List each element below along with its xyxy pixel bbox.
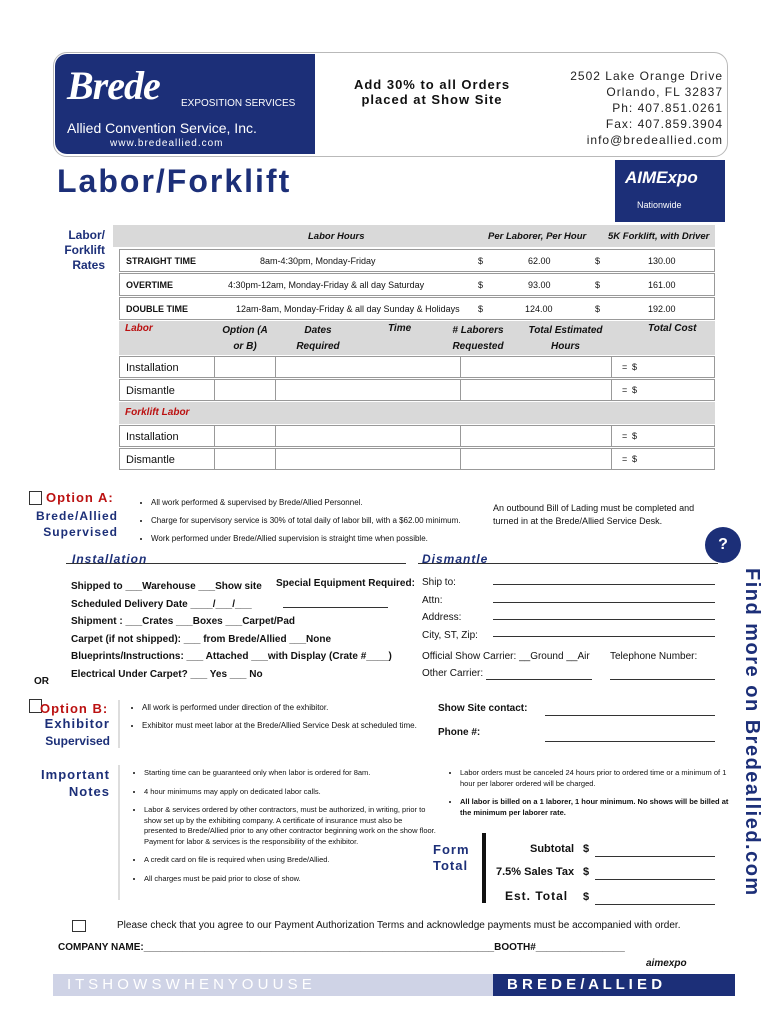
attn-label: Attn: xyxy=(422,594,443,606)
col-per-laborer: Per Laborer, Per Hour xyxy=(488,231,587,242)
dollar-sign: $ xyxy=(632,431,638,441)
banner-left xyxy=(53,974,493,996)
subtotal-input[interactable] xyxy=(595,856,715,857)
col-labor-hours: Labor Hours xyxy=(308,231,365,242)
important-right-list xyxy=(446,768,732,818)
brede-logo xyxy=(55,54,315,154)
agree-text: Please check that you agree to our Payment Authorization Terms and acknowledge payments must be accompanied with order. xyxy=(117,920,681,931)
list-item: • Charge for supervisory service is 30% of total daily of labor bill, with a $62.00 minimum. xyxy=(151,512,501,530)
col-forklift: 5K Forklift, with Driver xyxy=(608,231,710,242)
show-contact-input[interactable] xyxy=(545,715,715,716)
help-icon[interactable]: ? xyxy=(705,527,741,563)
col-laborers: # Laborers Requested xyxy=(452,325,504,352)
sales-tax-input[interactable] xyxy=(595,879,715,880)
row-forklift-rate: 192.00 xyxy=(648,304,676,314)
city-label: City, ST, Zip: xyxy=(422,629,478,641)
row-labor-rate: 62.00 xyxy=(528,256,551,266)
list-item: • Labor orders must be canceled 24 hours prior to ordered time or a minimum of 1 hour per laborer ordered will be charged. xyxy=(460,768,732,789)
equals: = xyxy=(622,362,628,372)
logo-brand: Brede xyxy=(67,63,160,108)
equals: = xyxy=(622,431,628,441)
list-item: • Labor & services ordered by other contractors, must be authorized, in writing, prior to show set up by the exhibiting company. A certificate of insurance must also be presented to Brede/Allied prior to any other contractor beginning work on the show floor. Payment for labor & services is the responsibility of the exhibitor. xyxy=(144,805,436,847)
row-hours: 12am-8am, Monday-Friday & all day Sunday & Holidays xyxy=(236,304,460,314)
col-labor: Labor xyxy=(125,323,153,334)
labor-row-dismantle[interactable] xyxy=(119,379,715,401)
special-equipment-label: Special Equipment Required: xyxy=(276,578,415,589)
subtotal-label: Subtotal xyxy=(530,843,574,855)
dollar-sign: $ xyxy=(583,866,590,878)
col-total-hours: Total Estimated Hours xyxy=(528,325,603,352)
forklift-row-dismantle[interactable] xyxy=(119,448,715,470)
dollar-sign: $ xyxy=(595,304,601,314)
address-input[interactable] xyxy=(493,619,715,620)
city-input[interactable] xyxy=(493,636,715,637)
option-b-label: Option B: xyxy=(40,701,109,716)
dollar-sign: $ xyxy=(632,362,638,372)
aim-sponsor: Nationwide xyxy=(637,200,682,210)
est-total-label: Est. Total xyxy=(505,889,569,903)
side-website xyxy=(735,568,765,953)
show-contact-label: Show Site contact: xyxy=(438,703,528,714)
dollar-sign: $ xyxy=(583,843,590,855)
address-line: Orlando, FL 32837 xyxy=(606,85,723,99)
forklift-header xyxy=(119,402,715,424)
delivery-date-field[interactable]: Scheduled Delivery Date ____/___/___ xyxy=(71,598,252,610)
dismantle-heading: Dismantle xyxy=(422,552,489,566)
est-total-input[interactable] xyxy=(595,904,715,905)
banner-left-text: I T S H O W S W H E N Y O U U S E xyxy=(67,976,312,993)
installation-fields[interactable] xyxy=(71,578,392,683)
table-row xyxy=(119,273,715,296)
row-label: Installation xyxy=(126,362,179,374)
list-item: • Exhibitor must meet labor at the Brede/Allied Service Desk at scheduled time. xyxy=(142,720,432,732)
equals: = xyxy=(622,385,628,395)
list-item: • All labor is billed on a 1 laborer, 1 hour minimum. No shows will be billed at the minimum per laborer rate. xyxy=(460,797,732,818)
address-label: Address: xyxy=(422,612,462,623)
dollar-sign: $ xyxy=(478,304,484,314)
col-time: Time xyxy=(388,323,412,334)
show-site-notice: Add 30% to all Orders placed at Show Site xyxy=(353,77,511,107)
important-left-list xyxy=(130,768,436,884)
side-website-text: Find more on Bredeallied.com xyxy=(741,568,763,897)
footer-banner xyxy=(53,974,735,996)
labor-row-installation[interactable] xyxy=(119,356,715,378)
option-a-checkbox[interactable] xyxy=(29,491,42,505)
col-total-cost: Total Cost xyxy=(648,323,697,334)
attn-input[interactable] xyxy=(493,602,715,603)
row-hours: 4:30pm-12am, Monday-Friday & all day Saturday xyxy=(228,280,425,290)
footer-tag: aimexpo xyxy=(646,958,687,969)
list-item: • Work performed under Brede/Allied supervision is straight time when possible. xyxy=(151,530,501,548)
dollar-sign: $ xyxy=(632,454,638,464)
row-label: Installation xyxy=(126,431,179,443)
phone-number-label: Phone #: xyxy=(438,727,481,738)
phone-number-input[interactable] xyxy=(545,741,715,742)
address-line[interactable]: info@bredeallied.com xyxy=(586,133,723,147)
blueprints-field[interactable]: Blueprints/Instructions: ___ Attached ___with Display (Crate #____) xyxy=(71,651,392,662)
installation-heading: Installation xyxy=(72,552,148,566)
dollar-sign: $ xyxy=(478,280,484,290)
option-b-sub1: Exhibitor xyxy=(44,716,110,731)
dollar-sign: $ xyxy=(583,891,590,903)
shipment-field[interactable]: Shipment : ___Crates ___Boxes ___Carpet/Pad xyxy=(71,616,295,627)
list-item: • All work performed & supervised by Brede/Allied Personnel. xyxy=(151,494,501,512)
phone-input[interactable] xyxy=(610,679,715,680)
rates-label: Labor/ Forklift Rates xyxy=(64,228,105,272)
ship-to-label: Ship to: xyxy=(422,577,456,588)
list-item: • 4 hour minimums may apply on dedicated labor calls. xyxy=(144,787,436,798)
logo-expo: EXPOSITION SERVICES xyxy=(181,98,296,109)
list-item: • A credit card on file is required when using Brede/Allied. xyxy=(144,855,436,866)
row-name: DOUBLE TIME xyxy=(126,304,188,314)
sales-tax-label: 7.5% Sales Tax xyxy=(496,866,575,878)
page-title: Labor/Forklift xyxy=(57,163,292,199)
forklift-row-installation[interactable] xyxy=(119,425,715,447)
banner-right-text: B R E D E / A L L I E D xyxy=(507,976,663,993)
equals: = xyxy=(622,454,628,464)
option-a-label: Option A: xyxy=(46,490,114,505)
list-item: • All charges must be paid prior to close of show. xyxy=(144,874,436,885)
list-item: • All work is performed under direction of the exhibitor. xyxy=(142,702,432,714)
ship-to-input[interactable] xyxy=(493,584,715,585)
or-label: OR xyxy=(34,676,49,687)
other-carrier-label: Other Carrier: xyxy=(422,668,484,679)
bill-of-lading-note: An outbound Bill of Lading must be completed and turned in at the Brede/Allied Service Desk. xyxy=(493,503,695,526)
rates-table xyxy=(113,225,715,473)
list-item: • Starting time can be guaranteed only when labor is ordered for 8am. xyxy=(144,768,436,779)
logo-allied: Allied Convention Service, Inc. xyxy=(67,120,257,136)
banner-right xyxy=(493,974,735,996)
electrical-field[interactable]: Electrical Under Carpet? ___ Yes ___ No xyxy=(71,668,263,680)
address-line: 2502 Lake Orange Drive xyxy=(570,69,723,83)
special-equipment-line[interactable] xyxy=(283,607,388,608)
carpet-field[interactable]: Carpet (if not shipped): ___ from Brede/Allied ___None xyxy=(71,633,332,645)
shipped-to-field[interactable]: Shipped to ___Warehouse ___Show site xyxy=(71,581,262,592)
dismantle-fields xyxy=(422,574,478,644)
option-b-sub2: Supervised xyxy=(45,734,110,748)
forklift-label: Forklift Labor xyxy=(125,407,190,418)
row-forklift-rate: 130.00 xyxy=(648,256,676,266)
row-labor-rate: 124.00 xyxy=(525,304,553,314)
other-carrier-input[interactable] xyxy=(486,679,592,680)
address-line: Fax: 407.859.3904 xyxy=(605,117,723,131)
aim-name: AIMExpo xyxy=(625,168,698,187)
row-label: Dismantle xyxy=(126,385,175,397)
dollar-sign: $ xyxy=(632,385,638,395)
dollar-sign: $ xyxy=(478,256,484,266)
option-b-list xyxy=(128,702,432,732)
row-label: Dismantle xyxy=(126,454,175,466)
dollar-sign: $ xyxy=(595,280,601,290)
agree-checkbox[interactable] xyxy=(72,920,86,932)
option-a-list xyxy=(137,494,501,548)
labor-header xyxy=(119,321,715,355)
form-total-label: Form Total xyxy=(433,842,470,873)
carrier-field[interactable]: Official Show Carrier: __Ground __Air xyxy=(422,651,590,662)
option-a-sub: Brede/Allied Supervised xyxy=(35,509,118,539)
row-labor-rate: 93.00 xyxy=(528,280,551,290)
table-row xyxy=(119,297,715,320)
row-hours: 8am-4:30pm, Monday-Friday xyxy=(260,256,376,266)
row-forklift-rate: 161.00 xyxy=(648,280,676,290)
row-name: STRAIGHT TIME xyxy=(126,256,196,266)
aimexpo-logo xyxy=(615,160,725,222)
phone-label: Telephone Number: xyxy=(610,651,698,662)
logo-web: www.bredeallied.com xyxy=(110,138,224,149)
dollar-sign: $ xyxy=(595,256,601,266)
important-notes-label: Important Notes xyxy=(41,767,110,799)
col-dates: Dates Required xyxy=(296,325,340,352)
address-block xyxy=(553,68,723,148)
col-option: Option (A or B) xyxy=(222,325,268,352)
address-line: Ph: 407.851.0261 xyxy=(612,101,723,115)
company-booth-field[interactable]: COMPANY NAME:_______________________________________________________________BOOTH#________________ xyxy=(58,942,625,953)
table-row xyxy=(119,249,715,272)
row-name: OVERTIME xyxy=(126,280,174,290)
